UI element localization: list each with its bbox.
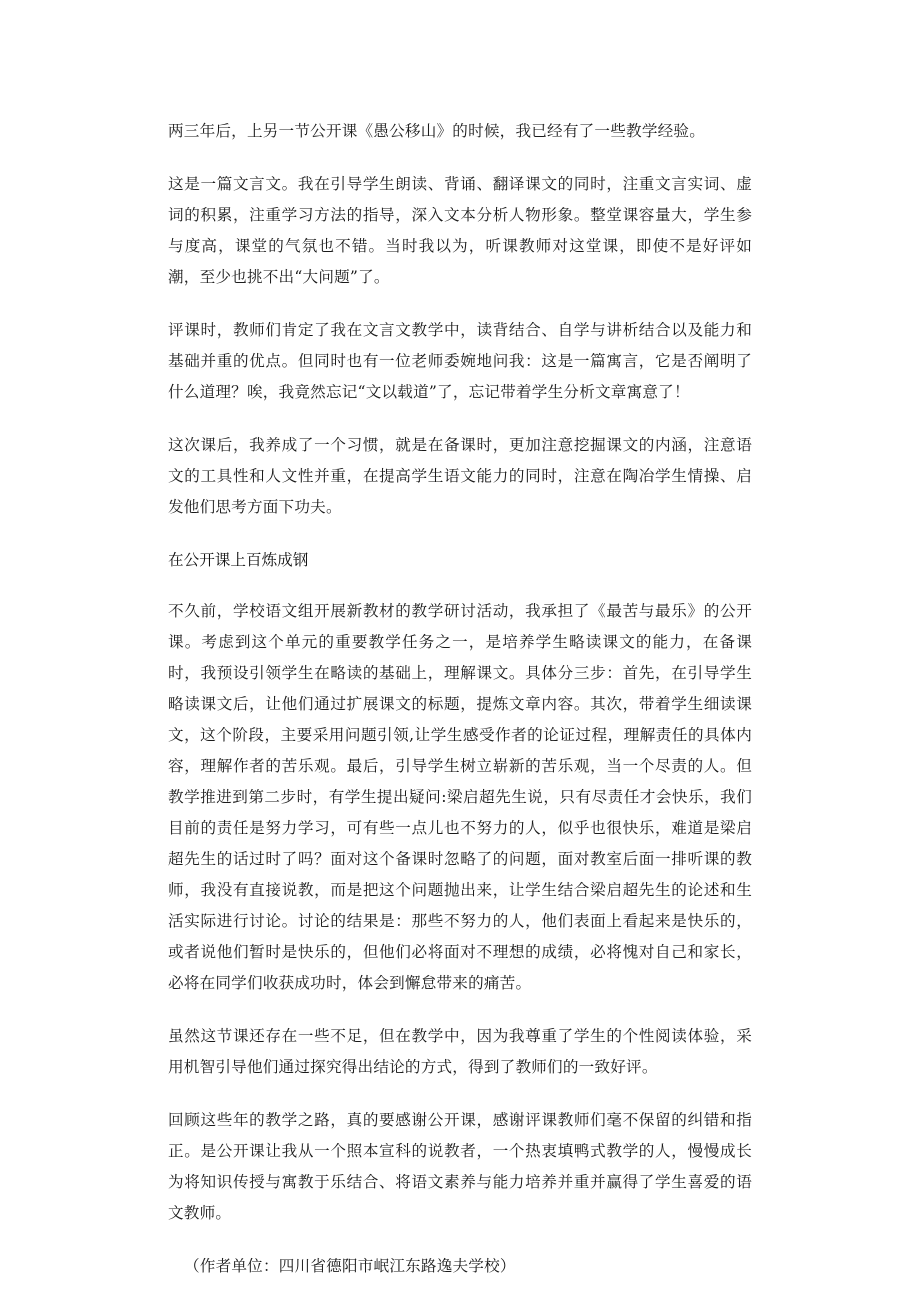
paragraph-7: 回顾这些年的教学之路，真的要感谢公开课，感谢评课教师们毫不保留的纠错和指正。是公开课让我从一个照本宣科的说教者，一个热衷填鸭式教学的人，慢慢成长为将知识传授与寓教于乐结合、将语文素养与能力培养并重并赢得了学生喜爱的语文教师。 (168, 1111, 752, 1222)
paragraph-5: 不久前，学校语文组开展新教材的教学研讨活动，我承担了《最苦与最乐》的公开课。考虑到这个单元的重要教学任务之一，是培养学生略读课文的能力，在备课时，我预设引领学生在略读的基础上，理解课文。具体分三步：首先，在引导学生略读课文后，让他们通过扩展课文的标题，提炼文章内容。其次，带着学生细读课文，这个阶段，主要采用问题引领,让学生感受作者的论证过程，理解责任的具体内容，理解作者的苦乐观。最后，引导学生树立崭新的苦乐观，当一个尽责的人。但教学推进到第二步时，有学生提出疑问:梁启超先生说，只有尽责任才会快乐，我们目前的责任是努力学习，可有些一点儿也不努力的人，似乎也很快乐，难道是梁启超先生的话过时了吗？面对这个备课时忽略了的问题，面对教室后面一排听课的教师，我没有直接说教，而是把这个问题抛出来，让学生结合梁启超先生的论述和生活实际进行讨论。讨论的结果是：那些不努力的人，他们表面上看起来是快乐的，或者说他们暂时是快乐的，但他们必将面对不理想的成绩，必将愧对自己和家长，必将在同学们收获成功时，体会到懈怠带来的痛苦。 (168, 602, 752, 992)
paragraph-1: 两三年后，上另一节公开课《愚公移山》的时候，我已经有了一些教学经验。 (168, 122, 705, 140)
author-affiliation: （作者单位：四川省德阳市岷江东路逸夫学校） (184, 1257, 516, 1275)
paragraph-4: 这次课后，我养成了一个习惯，就是在备课时，更加注意挖掘课文的内涵，注意语文的工具性和人文性并重，在提高学生语文能力的同时，注意在陶冶学生情操、启发他们思考方面下功夫。 (168, 436, 752, 516)
paragraph-2: 这是一篇文言文。我在引导学生朗读、背诵、翻译课文的同时，注重文言实词、虚词的积累，注重学习方法的指导，深入文本分析人物形象。整堂课容量大，学生参与度高，课堂的气氛也不错。当时我以为，听课教师对这堂课，即使不是好评如潮，至少也挑不出“大问题”了。 (168, 175, 752, 286)
section-heading: 在公开课上百炼成钢 (168, 551, 309, 569)
article-body (168, 116, 752, 1282)
paragraph-6: 虽然这节课还存在一些不足，但在教学中，因为我尊重了学生的个性阅读体验，采用机智引导他们通过探究得出结论的方式，得到了教师们的一致好评。 (168, 1027, 752, 1076)
paragraph-3: 评课时，教师们肯定了我在文言文教学中，读背结合、自学与讲析结合以及能力和基础并重的优点。但同时也有一位老师委婉地问我：这是一篇寓言，它是否阐明了什么道理？唉，我竟然忘记“文以载道”了，忘记带着学生分析文章寓意了！ (168, 321, 752, 401)
